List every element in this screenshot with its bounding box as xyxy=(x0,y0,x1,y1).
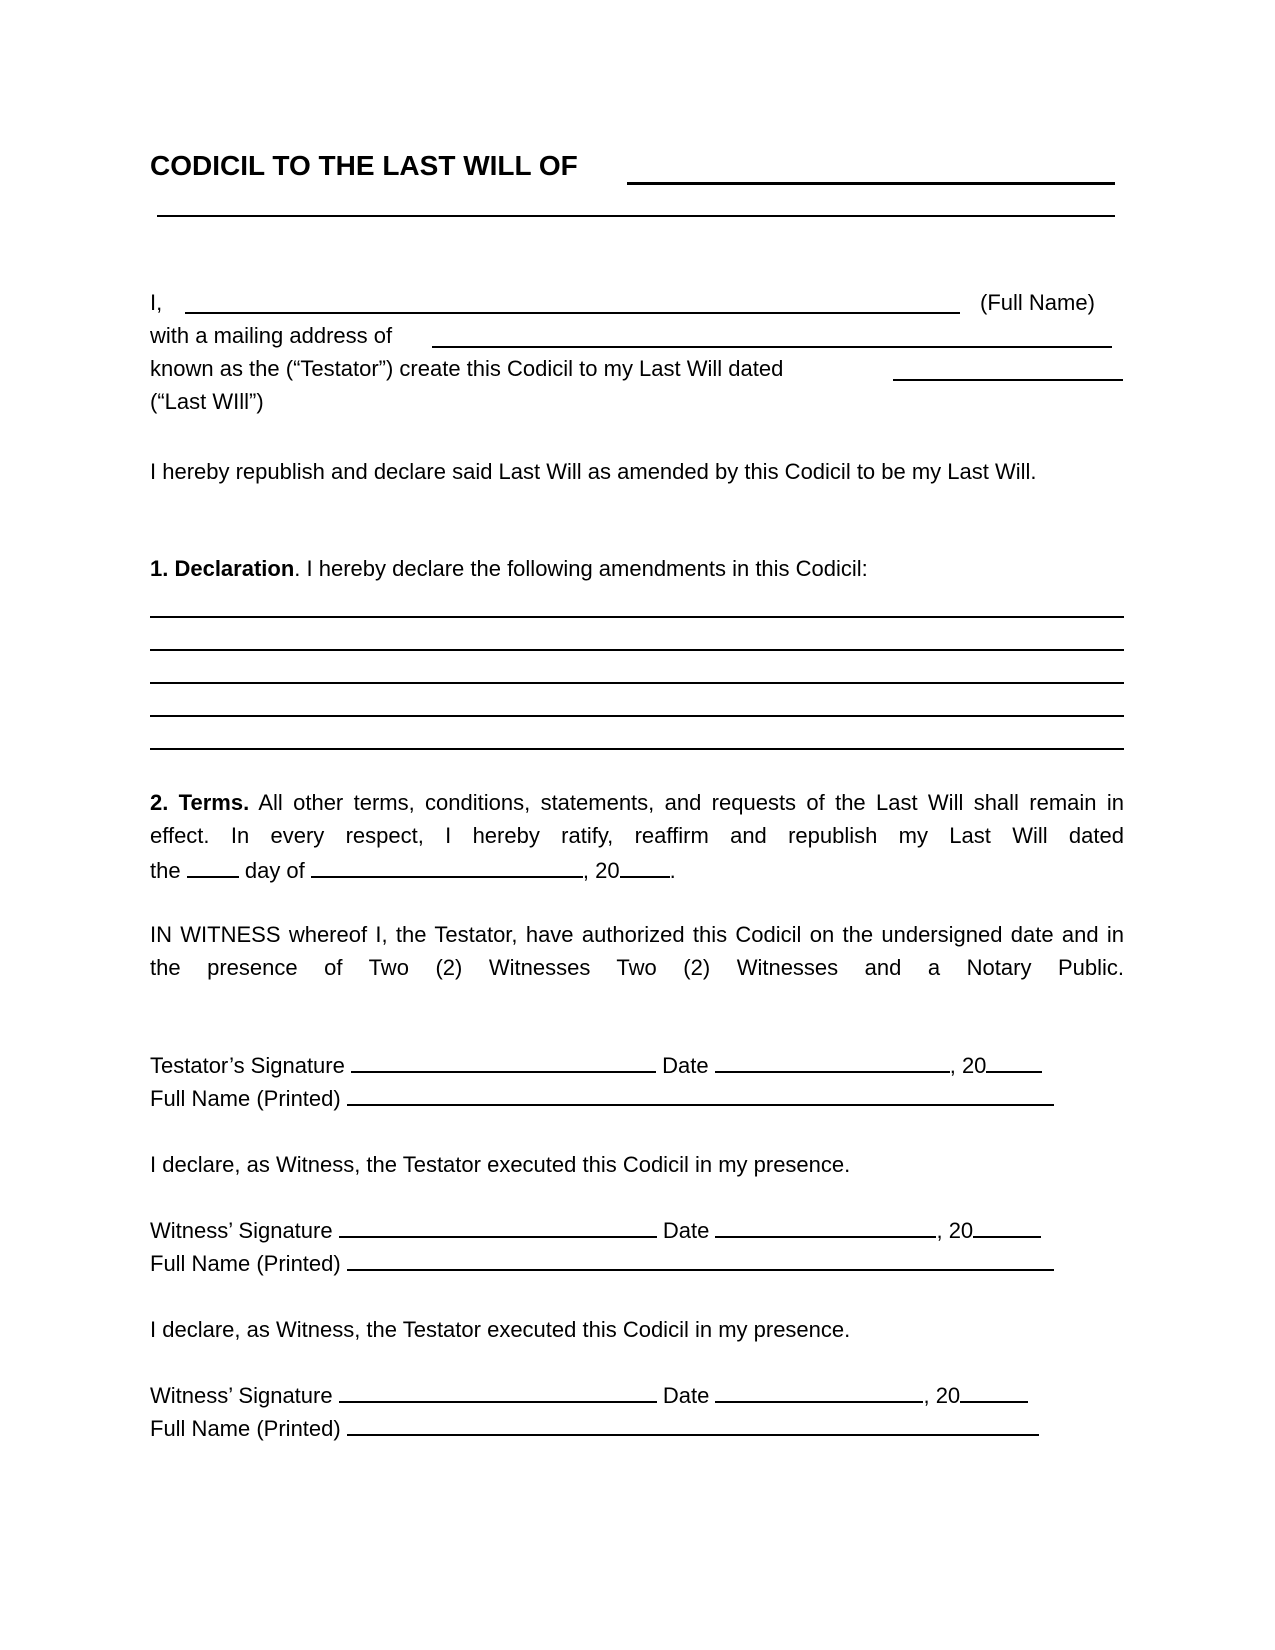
terms-end: . xyxy=(669,858,676,883)
terms-the: the xyxy=(150,858,181,883)
declaration-heading: 1. Declaration xyxy=(150,556,295,581)
testator-signature-label: Testator’s Signature xyxy=(150,1053,345,1078)
terms-day-field[interactable] xyxy=(187,858,239,878)
witness-1-printed-label: Full Name (Printed) xyxy=(150,1251,341,1276)
known-as-text: known as the (“Testator”) create this Codicil to my Last Will dated xyxy=(150,356,784,381)
amendment-line-1[interactable] xyxy=(150,616,1124,618)
witness-1-date-field[interactable] xyxy=(715,1218,936,1238)
witness-1-year-prefix: , 20 xyxy=(936,1218,974,1243)
witness-clause: IN WITNESS whereof I, the Testator, have authorized this Codicil on the undersigned date and in the presence of Two (2) Witnesses Two (2) Witnesses and a Notary Public. xyxy=(150,922,1124,980)
terms-paragraph xyxy=(150,786,1124,852)
terms-year-field[interactable] xyxy=(620,858,670,878)
testator-printed-row xyxy=(150,1086,1054,1112)
testator-date-label: Date xyxy=(662,1053,709,1078)
witness-2-signature-field[interactable] xyxy=(339,1383,657,1403)
witness-2-printed-name-field[interactable] xyxy=(347,1416,1039,1436)
terms-month-field[interactable] xyxy=(311,858,583,878)
testator-name-field-continued[interactable] xyxy=(157,215,1115,217)
witness-declaration-2: I declare, as Witness, the Testator executed this Codicil in my presence. xyxy=(150,1317,851,1342)
terms-day-of: day of xyxy=(244,858,305,883)
testator-year-prefix: , 20 xyxy=(949,1053,987,1078)
declaration-paragraph xyxy=(150,556,868,582)
terms-heading: 2. Terms. xyxy=(150,790,250,815)
witness-2-date-label: Date xyxy=(662,1383,710,1408)
witness-2-printed-row xyxy=(150,1416,1039,1442)
will-date-field[interactable] xyxy=(893,379,1123,381)
amendment-line-5[interactable] xyxy=(150,748,1124,750)
mailing-address-label: with a mailing address of xyxy=(150,323,393,348)
document-title: CODICIL TO THE LAST WILL OF xyxy=(150,150,578,181)
last-will-label: (“Last WIll”) xyxy=(150,389,264,414)
testator-printed-label: Full Name (Printed) xyxy=(150,1086,341,1111)
testator-name-field[interactable] xyxy=(627,182,1115,185)
mailing-address-field[interactable] xyxy=(432,346,1112,348)
amendment-line-3[interactable] xyxy=(150,682,1124,684)
witness-1-date-label: Date xyxy=(662,1218,710,1243)
witness-declaration-1: I declare, as Witness, the Testator executed this Codicil in my presence. xyxy=(150,1152,851,1177)
witness-2-date-field[interactable] xyxy=(715,1383,923,1403)
amendment-line-2[interactable] xyxy=(150,649,1124,651)
testator-signature-field[interactable] xyxy=(351,1053,656,1073)
witness-1-signature-field[interactable] xyxy=(339,1218,657,1238)
witness-1-year-field[interactable] xyxy=(973,1218,1041,1238)
witness-2-signature-row xyxy=(150,1383,1028,1409)
witness-1-printed-row xyxy=(150,1251,1054,1277)
witness-2-year-field[interactable] xyxy=(960,1383,1028,1403)
testator-printed-name-field[interactable] xyxy=(347,1086,1054,1106)
terms-year-prefix: , 20 xyxy=(582,858,620,883)
intro-i: I, xyxy=(150,290,163,315)
witness-1-signature-row xyxy=(150,1218,1041,1244)
witness-2-signature-label: Witness’ Signature xyxy=(150,1383,333,1408)
testator-signature-row xyxy=(150,1053,1042,1079)
terms-date-line xyxy=(150,858,676,884)
republish-paragraph: I hereby republish and declare said Last Will as amended by this Codicil to be my Last Will. xyxy=(150,459,1037,484)
witness-1-printed-name-field[interactable] xyxy=(347,1251,1054,1271)
declaration-text: . I hereby declare the following amendments in this Codicil: xyxy=(294,556,868,581)
testator-year-field[interactable] xyxy=(986,1053,1042,1073)
witness-2-printed-label: Full Name (Printed) xyxy=(150,1416,341,1441)
witness-1-signature-label: Witness’ Signature xyxy=(150,1218,333,1243)
terms-text: All other terms, conditions, statements, and requests of the Last Will shall remain in effect. In every respect, I hereby ratify, reaffirm and republish my Last Will dated xyxy=(150,790,1124,848)
full-name-label: (Full Name) xyxy=(980,290,1095,315)
full-name-field[interactable] xyxy=(185,312,960,314)
witness-2-year-prefix: , 20 xyxy=(923,1383,961,1408)
testator-date-field[interactable] xyxy=(715,1053,950,1073)
amendment-line-4[interactable] xyxy=(150,715,1124,717)
